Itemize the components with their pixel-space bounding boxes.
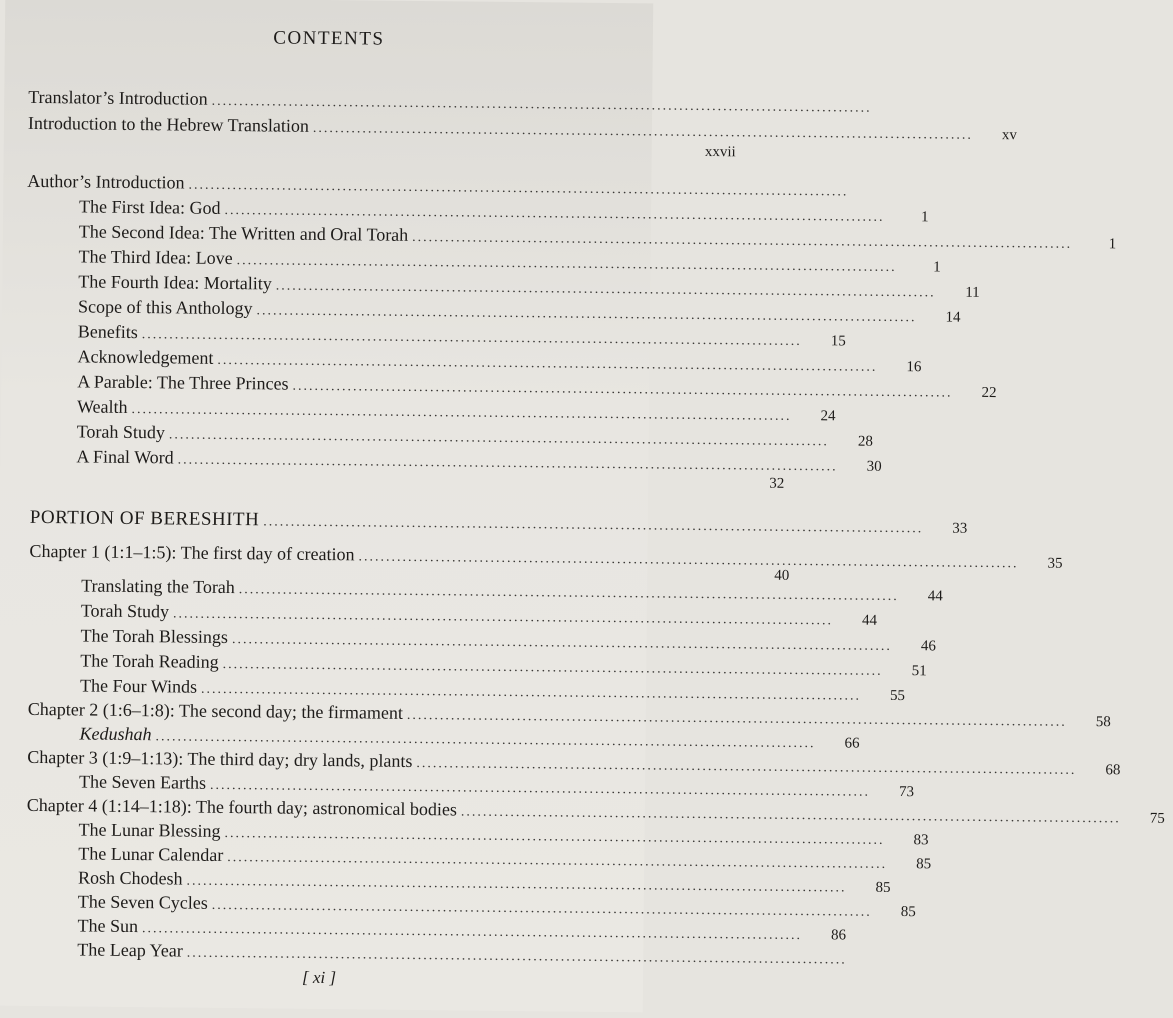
dot-leader: ........................................................................................................................: [173, 606, 833, 629]
toc-entry-label: The Lunar Blessing: [0, 819, 221, 842]
toc-entry-page: 55: [865, 688, 905, 705]
toc-entry-page: 22: [956, 385, 996, 402]
toc-entry-label: Wealth: [1, 396, 128, 418]
dot-leader: ........................................................................................................................: [358, 549, 1018, 572]
toc-entry-page: 86: [806, 927, 846, 944]
toc-entry-page: xv: [977, 127, 1017, 144]
toc-entry-page: 73: [874, 784, 914, 801]
toc-entry-label: A Parable: The Three Princes: [1, 371, 288, 395]
toc-entry-label: Kedushah: [0, 723, 152, 746]
toc-entry-label: [0, 480, 76, 481]
dot-leader: ........................................................................................................................: [188, 178, 848, 201]
dot-leader: ........................................................................................................................: [212, 898, 872, 921]
dot-leader: ........................................................................................................................: [217, 353, 877, 376]
toc-entry-label: PORTION OF BERESHITH: [0, 507, 259, 532]
dot-leader: ........................................................................................................................: [142, 921, 802, 944]
dot-leader: ........................................................................................................................: [313, 121, 973, 144]
toc-entry-page: 44: [903, 588, 943, 605]
toc-entry-page: 85: [876, 904, 916, 921]
toc-entry-label: A Final Word: [0, 446, 173, 469]
toc-entry-page: 1: [901, 259, 941, 276]
toc-entry-label: The Second Idea: The Written and Oral Torah: [3, 221, 409, 246]
toc-entry-page: 68: [1080, 762, 1120, 779]
dot-leader: ........................................................................................................................: [461, 804, 1121, 827]
toc-entry-page: 44: [837, 612, 877, 629]
toc-entry-page: 14: [920, 309, 960, 326]
dot-leader: ........................................................................................................................: [416, 756, 1076, 779]
toc-entry-label: Torah Study: [1, 421, 165, 444]
dot-leader: ........................................................................................................................: [169, 427, 829, 450]
dot-leader: ........................................................................................................................: [223, 657, 883, 680]
dot-leader: ........................................................................................................................: [201, 682, 861, 705]
toc-entry-label: Chapter 1 (1:1–1:5): The first day of creation: [0, 541, 355, 566]
toc-entry-label: Rosh Chodesh: [0, 867, 183, 890]
toc-entry-label: Benefits: [2, 321, 138, 343]
toc-entry-label: The Fourth Idea: Mortality: [2, 271, 272, 295]
toc-entry-page: 40: [749, 567, 789, 584]
toc-entry-label: Translating the Torah: [0, 575, 235, 598]
toc-entry-label: The First Idea: God: [3, 196, 221, 219]
page-folio: [ xi ]: [0, 965, 643, 992]
toc-entry-page: 51: [887, 663, 927, 680]
dot-leader: ........................................................................................................................: [131, 402, 791, 425]
toc-entry-page: 75: [1125, 810, 1165, 827]
toc-entry-page: 30: [842, 458, 882, 475]
dot-leader: ........................................................................................................................: [239, 582, 899, 605]
dot-leader: ........................................................................................................................: [142, 327, 802, 350]
toc-entry-label: Translator’s Introduction: [4, 87, 208, 110]
toc-entry-label: Chapter 2 (1:6–1:8): The second day; the firmament: [0, 699, 403, 724]
toc-entry-label: Acknowledgement: [1, 346, 213, 369]
toc-entry-page: 66: [819, 735, 859, 752]
dot-leader: ........................................................................................................................: [186, 874, 846, 897]
toc-entry-label: Torah Study: [0, 600, 169, 623]
toc-entry-page: xxvii: [696, 144, 736, 161]
dot-leader: ........................................................................................................................: [292, 379, 952, 402]
toc-entry-label: The Sun: [0, 915, 138, 937]
dot-leader: ........................................................................................................................: [227, 850, 887, 873]
dot-leader: ........................................................................................................................: [224, 203, 884, 226]
toc-entry-page: 28: [833, 433, 873, 450]
toc-entry-page: 32: [744, 475, 784, 492]
dot-leader: ........................................................................................................................: [187, 946, 847, 969]
toc-entry-page: 1: [888, 209, 928, 226]
toc-entry-page: 1: [1076, 236, 1116, 253]
toc-entry-page: 85: [850, 880, 890, 897]
toc-entry-page: 11: [940, 284, 980, 301]
toc-entry-label: Introduction to the Hebrew Translation: [4, 113, 309, 137]
toc-entry-label: The Seven Cycles: [0, 891, 208, 914]
dot-leader: ........................................................................................................................: [232, 632, 892, 655]
toc-entry-label: The Four Winds: [0, 675, 197, 698]
dot-leader: ........................................................................................................................: [212, 94, 872, 117]
toc-entry-label: The Lunar Calendar: [0, 843, 223, 866]
toc-entry-page: 46: [896, 638, 936, 655]
toc-entry-label: [0, 572, 81, 573]
page-title: CONTENTS: [5, 25, 653, 54]
toc-entry-label: The Torah Blessings: [0, 625, 228, 648]
toc-entry-label: The Torah Reading: [0, 650, 219, 673]
toc-entry-page: 16: [881, 359, 921, 376]
dot-leader: ........................................................................................................................: [412, 230, 1072, 253]
dot-leader: ........................................................................................................................: [155, 729, 815, 752]
toc-entry-label: The Seven Earths: [0, 771, 206, 794]
toc-entry-label: Chapter 3 (1:9–1:13): The third day; dry lands, plants: [0, 747, 413, 772]
toc-entry-page: 83: [888, 832, 928, 849]
toc-entry-page: 85: [891, 856, 931, 873]
dot-leader: ........................................................................................................................: [256, 303, 916, 326]
toc-entry-page: 33: [927, 520, 967, 537]
dot-leader: ........................................................................................................................: [263, 514, 923, 537]
dot-leader: ........................................................................................................................: [224, 826, 884, 849]
toc-entry-label: Chapter 4 (1:14–1:18): The fourth day; astronomical bodies: [0, 795, 457, 821]
dot-leader: ........................................................................................................................: [210, 778, 870, 801]
dot-leader: ........................................................................................................................: [276, 278, 936, 301]
toc-entry-label: Scope of this Anthology: [2, 296, 253, 320]
toc-entry-page: 15: [806, 333, 846, 350]
dot-leader: ........................................................................................................................: [178, 452, 838, 475]
toc-entry-label: The Leap Year: [0, 939, 183, 962]
toc-entry-label: Author’s Introduction: [3, 171, 184, 194]
toc-entry-page: 35: [1022, 555, 1062, 572]
toc-section-heading: [0, 507, 630, 538]
toc-entry-page: 24: [795, 408, 835, 425]
dot-leader: ........................................................................................................................: [407, 708, 1067, 731]
toc-entry-label: The Third Idea: Love: [2, 246, 232, 269]
toc-entry-page: 58: [1071, 714, 1111, 731]
dot-leader: ........................................................................................................................: [237, 253, 897, 276]
